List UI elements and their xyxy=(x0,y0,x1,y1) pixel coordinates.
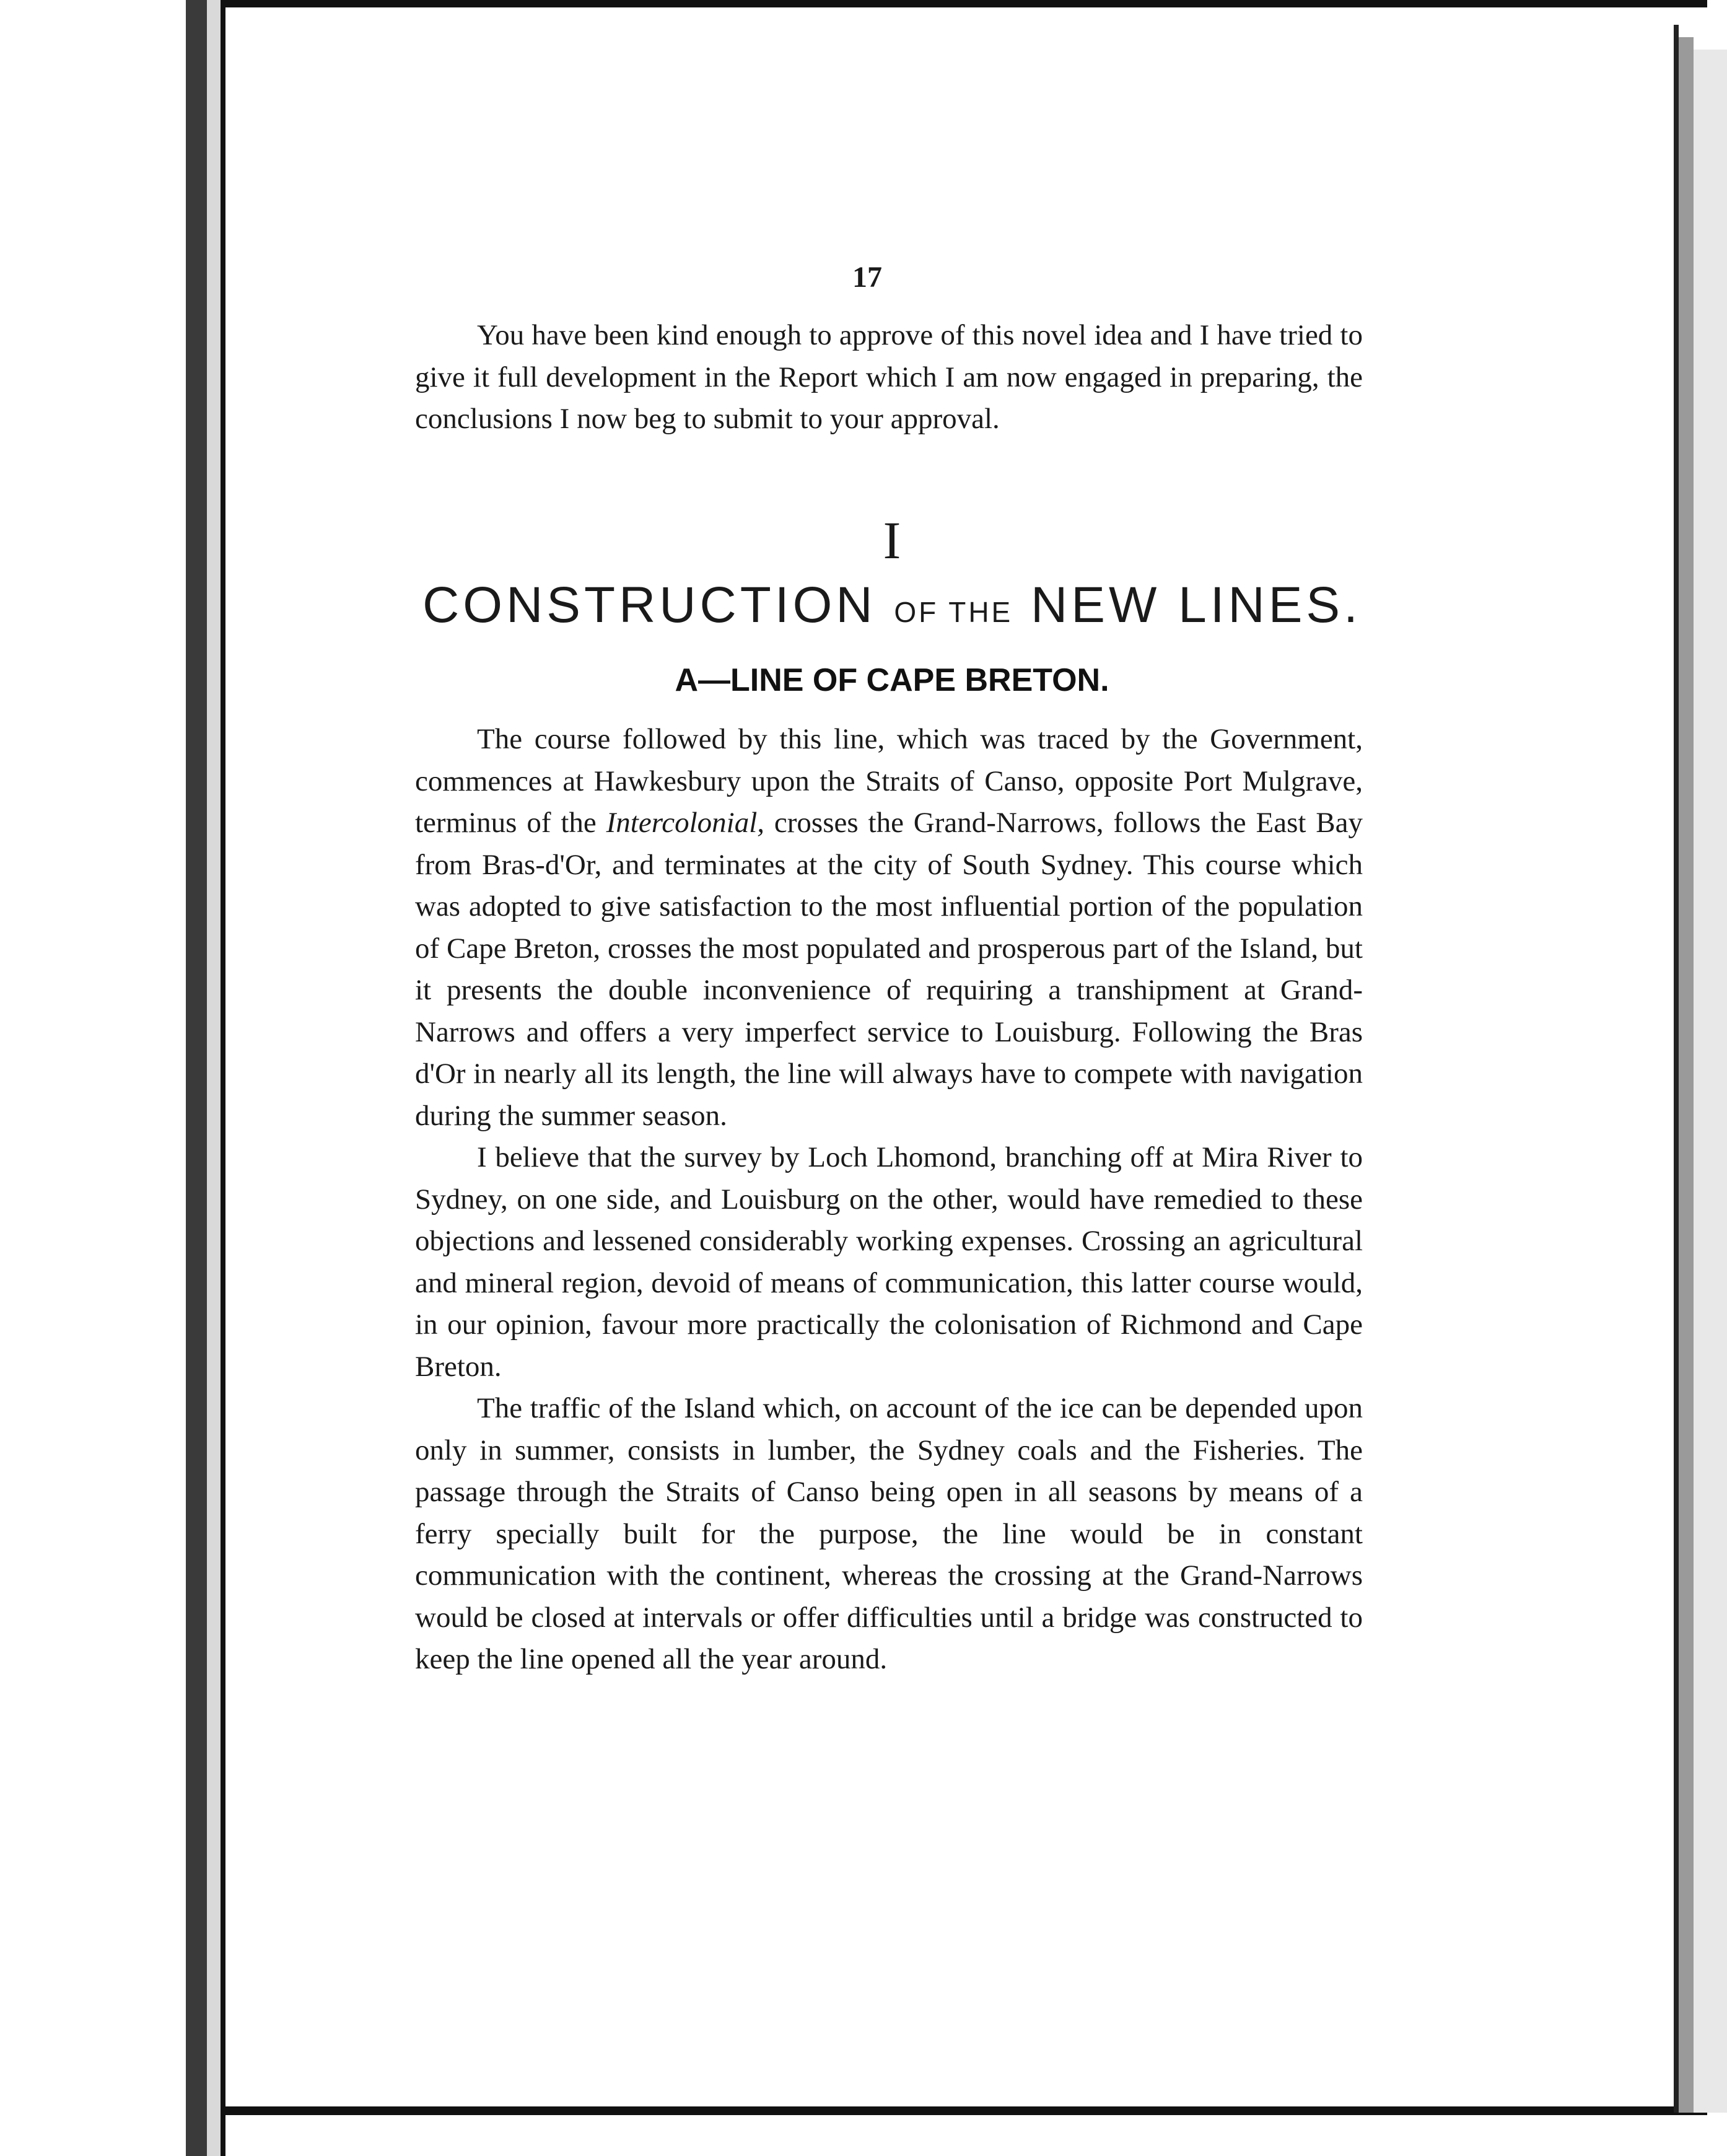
page-number: 17 xyxy=(852,261,882,294)
page-stack-edge-light xyxy=(1694,50,1727,2113)
chapter-numeral: I xyxy=(883,511,901,570)
paragraph-1-text-b: crosses the Grand-Narrows, follows the East Bay from Bras-d'Or, and terminates at the city of South Sydney. This course which was adopted to give satisfaction to the most influential portion of the population of Cape Breton, crosses the most populated and prosperous part of the Island, but it presents the double inconvenience of requiring a transhipment at Grand-Narrows and offers a very imperfect service to Louisburg. Following the Bras d'Or in nearly all its length, the line will always have to compete with navigation during the summer season. xyxy=(415,807,1363,1132)
scan-border-left xyxy=(221,0,225,2156)
binding-gutter xyxy=(186,0,207,2156)
intro-block xyxy=(415,315,1363,440)
paragraph-2: I believe that the survey by Loch Lhomond, branching off at Mira River to Sydney, on one side, and Louisburg on the other, would have remedied to these objections and lessened considerably working expenses. Crossing an agricultural and mineral region, devoid of means of communication, this latter course would, in our opinion, favour more practically the colonisation of Richmond and Cape Breton. xyxy=(415,1141,1363,1383)
page-right-edge xyxy=(1674,25,1679,2113)
chapter-title-part2: OF THE xyxy=(894,596,1013,628)
chapter-title-part3: NEW LINES. xyxy=(1031,577,1362,633)
paragraph-3: The traffic of the Island which, on account of the ice can be depended upon only in summer, consists in lumber, the Sydney coals and the Fisheries. The passage through the Straits of Canso being open in all seasons by means of a ferry specially built for the purpose, the line would be in constant communication with the continent, whereas the crossing at the Grand-Narrows would be closed at intervals or offer difficulties until a bridge was constructed to keep the line opened all the year around. xyxy=(415,1392,1363,1675)
chapter-title xyxy=(415,576,1369,634)
paragraph-1 xyxy=(415,719,1363,1137)
section-heading: A—LINE OF CAPE BRETON. xyxy=(675,662,1109,698)
intro-paragraph: You have been kind enough to approve of this novel idea and I have tried to give it full development in the Report which I am now engaged in preparing, the conclusions I now beg to submit to your approval. xyxy=(415,319,1363,435)
binding-gutter-shadow xyxy=(207,0,221,2156)
chapter-title-part1: CONSTRUCTION xyxy=(422,577,877,633)
scan-border-top xyxy=(221,0,1707,7)
scan-border-bottom xyxy=(221,2106,1707,2115)
body-text xyxy=(415,719,1363,1681)
page-stack-edge xyxy=(1679,37,1694,2113)
paragraph-1-italic-term: Intercolonial, xyxy=(606,807,765,839)
paragraph-1-text-a: The course followed by this line, which was traced by the Government, commences at Hawkesbury upon the Straits of Canso, opposite Port Mulgrave, terminus of the xyxy=(415,723,1363,839)
previous-page-edge xyxy=(0,0,190,2156)
